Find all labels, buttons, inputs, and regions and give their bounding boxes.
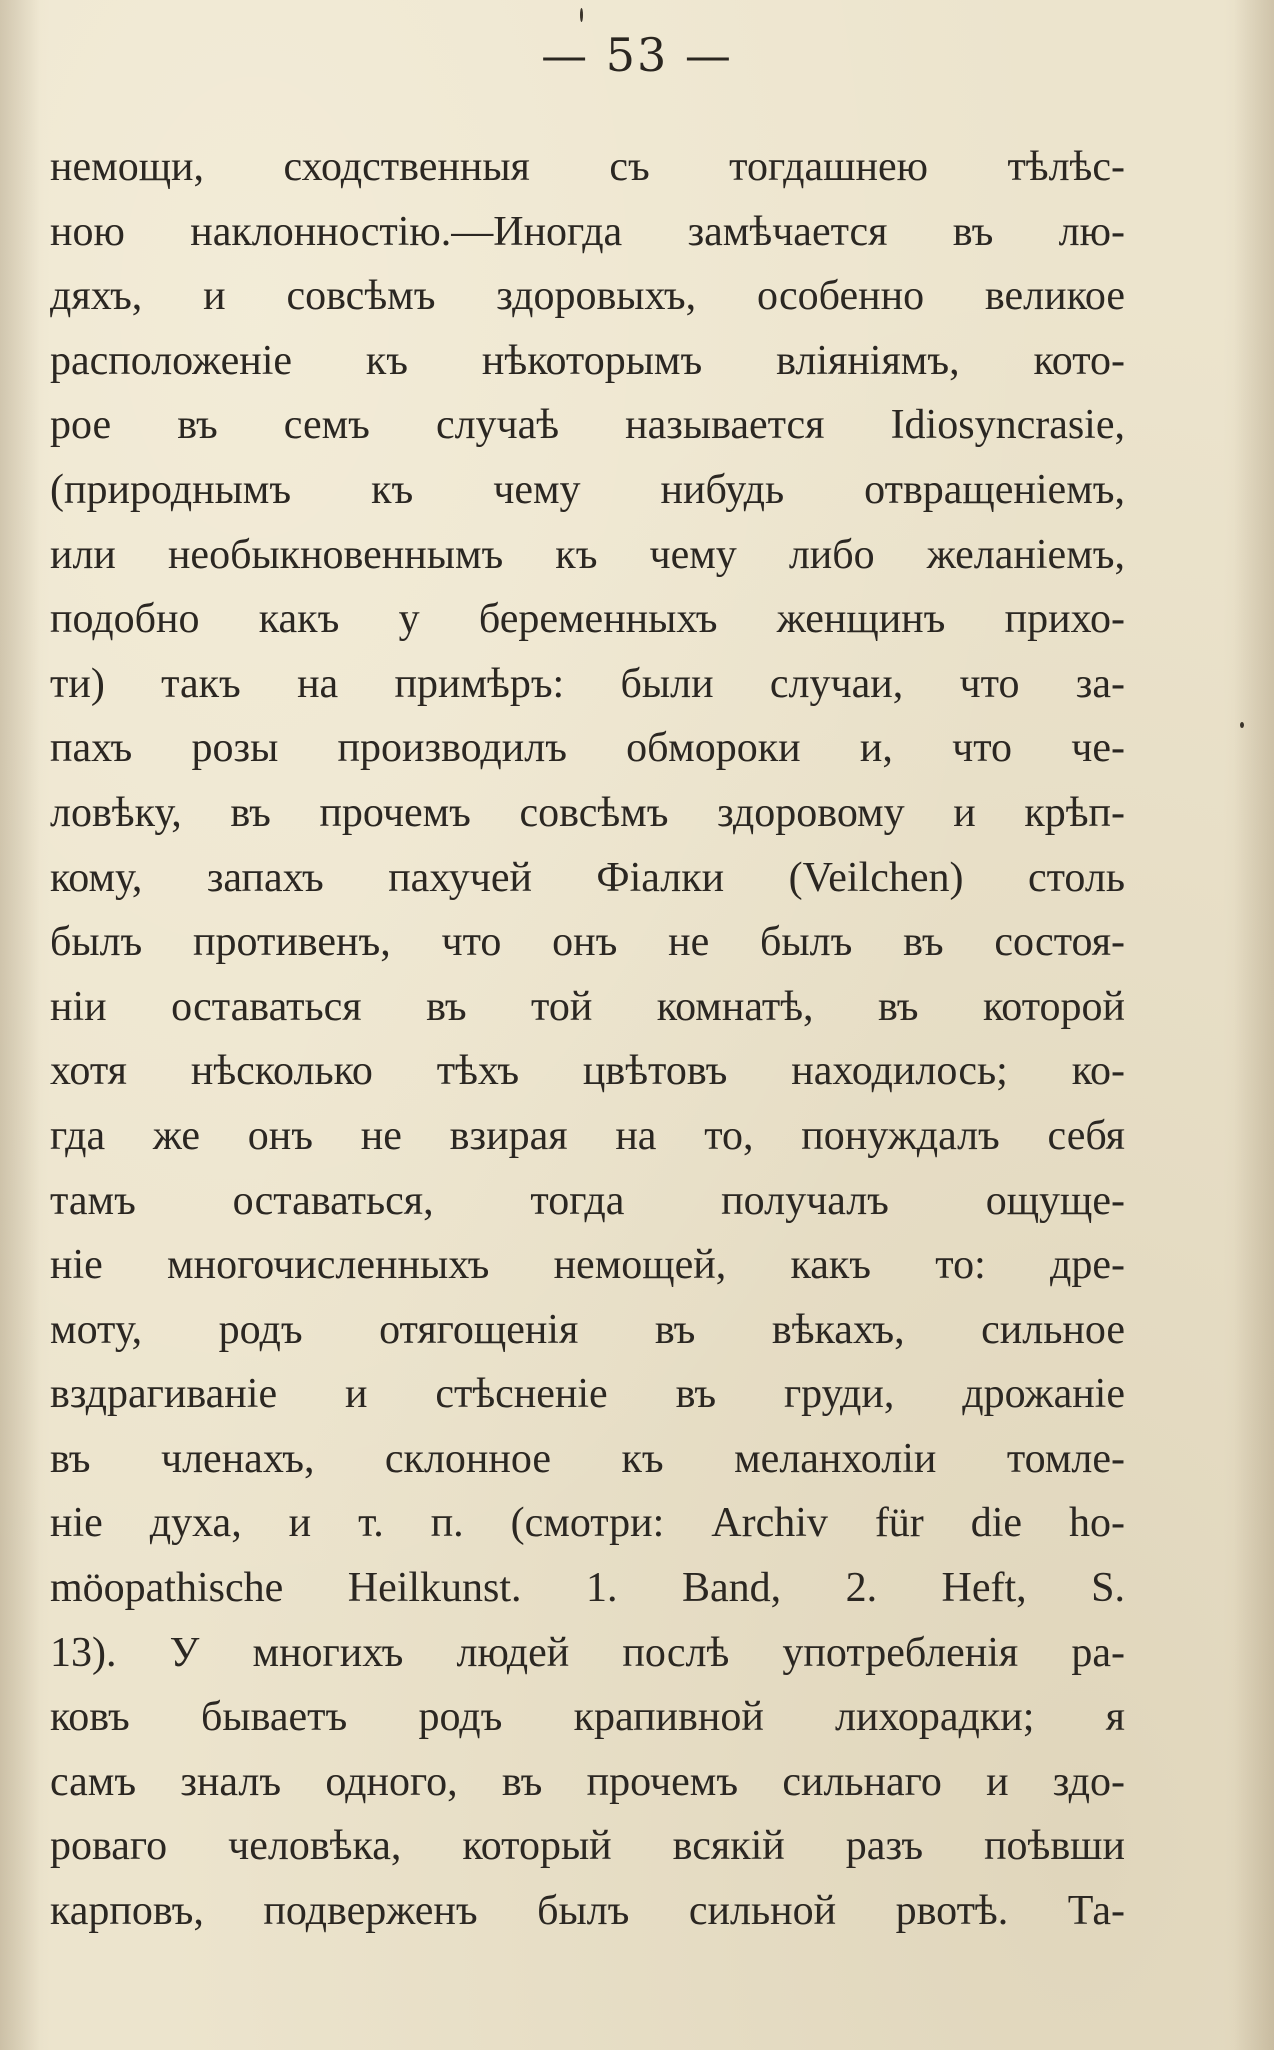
text-line: ніе духа, и т. п. (смотри: Archiv für die ho- (50, 1500, 1125, 1547)
text-line: ти) такъ на примѣръ: были случаи, что за- (50, 660, 1125, 707)
text-line: дяхъ, и совсѣмъ здоровыхъ, особенно великое (50, 273, 1125, 320)
text-line: кому, запахъ пахучей Фіалки (Veilchen) столь (50, 854, 1125, 901)
text-line: роваго человѣка, который всякій разъ поѣвши (50, 1823, 1125, 1870)
text-line: пахъ розы производилъ обмороки и, что че- (50, 725, 1125, 772)
text-line: 13). У многихъ людей послѣ употребленія ра- (50, 1629, 1125, 1676)
text-line: вздрагиваніе и стѣсненіе въ груди, дрожаніе (50, 1371, 1125, 1418)
body-text (50, 135, 1125, 1944)
text-line: подобно какъ у беременныхъ женщинъ прихо- (50, 596, 1125, 643)
text-line: самъ зналъ одного, въ прочемъ сильнаго и здо- (50, 1758, 1125, 1805)
text-line: ніи оставаться въ той комнатѣ, въ которой (50, 983, 1125, 1030)
text-line: въ членахъ, склонное къ меланхоліи томле- (50, 1435, 1125, 1482)
ink-speck (580, 8, 583, 22)
text-line: ковъ бываетъ родъ крапивной лихорадки; я (50, 1694, 1125, 1741)
text-line: рое въ семъ случаѣ называется Idiosyncrasie, (50, 402, 1125, 449)
text-line: ловѣку, въ прочемъ совсѣмъ здоровому и крѣп- (50, 789, 1125, 836)
text-line: былъ противенъ, что онъ не былъ въ состоя- (50, 919, 1125, 966)
text-line: или необыкновеннымъ къ чему либо желаніемъ, (50, 531, 1125, 578)
text-line: (природнымъ къ чему нибудь отвращеніемъ, (50, 466, 1125, 513)
text-line: хотя нѣсколько тѣхъ цвѣтовъ находилось; ко- (50, 1048, 1125, 1095)
text-line: немощи, сходственныя съ тогдашнею тѣлѣс- (50, 144, 1125, 190)
page-edge-shadow-right (1234, 0, 1274, 2050)
text-line: карповъ, подверженъ былъ сильной рвотѣ. Та- (50, 1888, 1125, 1935)
text-line: möopathische Heilkunst. 1. Band, 2. Heft, S. (50, 1565, 1125, 1612)
page-number: — 53 — (541, 28, 733, 82)
text-line: расположеніе къ нѣкоторымъ вліяніямъ, кото- (50, 337, 1125, 384)
text-line: моту, родъ отягощенія въ вѣкахъ, сильное (50, 1306, 1125, 1353)
page-edge-shadow-left (0, 0, 40, 2050)
text-line: тамъ оставаться, тогда получалъ ощуще- (50, 1177, 1125, 1224)
text-line: ною наклонностію.—Иногда замѣчается въ лю- (50, 208, 1125, 255)
text-line: ніе многочисленныхъ немощей, какъ то: дре- (50, 1242, 1125, 1289)
text-line: гда же онъ не взирая на то, понуждалъ себя (50, 1112, 1125, 1159)
ink-speck (1240, 722, 1244, 728)
